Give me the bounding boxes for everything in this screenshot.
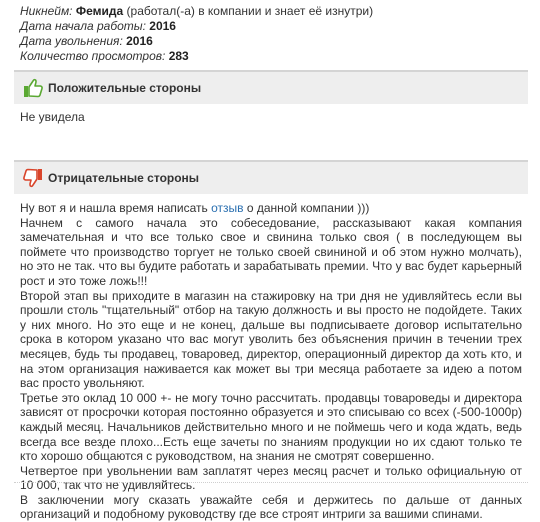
review-meta [20,4,373,64]
review-paragraph: Начнем с самого начала это собеседование, рассказывают какая компания замечательная и что все только свое и свинина только своя ( в последующем вы поймете что производство торгует не только своей свининой и об этом нужно молчать), но это не так. что вы будите работать и зарабатывать премии. Что у вас будет карьерный рост и это тоже ложь!!! [20,215,522,288]
views-label: Количество просмотров: [20,49,166,63]
views-row [20,49,373,64]
negative-section-header [14,160,528,194]
review-paragraph: В заключении могу сказать уважайте себя и держитесь по дальше от данных организаций и подобному руководству где все строят интриги за вашими спинами. [20,492,522,522]
review-link[interactable]: отзыв [211,201,244,215]
start-date-row [20,19,373,34]
review-paragraph: Четвертое при увольнении вам заплатят через месяц расчет и только официальную от 10 000, так что не удивляйтесь. [20,463,522,493]
section-divider [14,482,528,483]
negative-review-text [20,201,522,522]
positive-section-header [14,70,528,104]
start-date-value: 2016 [149,19,176,33]
negative-section-title: Отрицательные стороны [48,171,200,185]
thumbs-down-icon [22,167,44,189]
review-paragraph: Второй этап вы приходите в магазин на стажировку на три дня не удивляйтесь если вы прошли столь "тщательный" отбор на такую должность и вы просто не подойдете. Таких у них много. Но это еще и не конец, дальше вы подписываете договор испытательно срока в котором указано что вас могут уволить без объяснения причин в течении трех месяцев, будь ты продавец, товаровед, директор, операционный директор да хоть кто, и на этом организация наживается как может вы три месяца работаете за идею а потом вас просто увольняют. [20,288,522,391]
nickname-row [20,4,373,19]
review-intro: Ну вот я и нашла время написать отзыв о данной компании ))) [20,201,370,215]
nickname-label: Никнейм: [20,4,73,18]
positive-text: Не увидела [20,110,85,124]
start-date-label: Дата начала работы: [20,19,146,33]
thumbs-up-icon [22,77,44,99]
nickname-note: (работал(-а) в компании и знает её изнутри) [126,4,374,18]
positive-section-title: Положительные стороны [48,81,202,95]
nickname-value: Фемида [75,4,124,18]
end-date-row [20,34,373,49]
end-date-label: Дата увольнения: [20,34,123,48]
views-value: 283 [168,49,189,63]
review-paragraph: Третье это оклад 10 000 +- не могу точно рассчитать. продавцы товароведы и директора зависят от просрочки которая постоянно образуется и это списываю со всех (-500-1000р) каждый месяц. Начальников действительно много и не поймешь чего и кода ждать, ведь всегда все везде плохо...Есть еще зачеты по знаниям продукции но их сдают только те кто хорошо общаются с руководством, на знания не смотрят совершенно. [20,390,522,464]
end-date-value: 2016 [126,34,153,48]
